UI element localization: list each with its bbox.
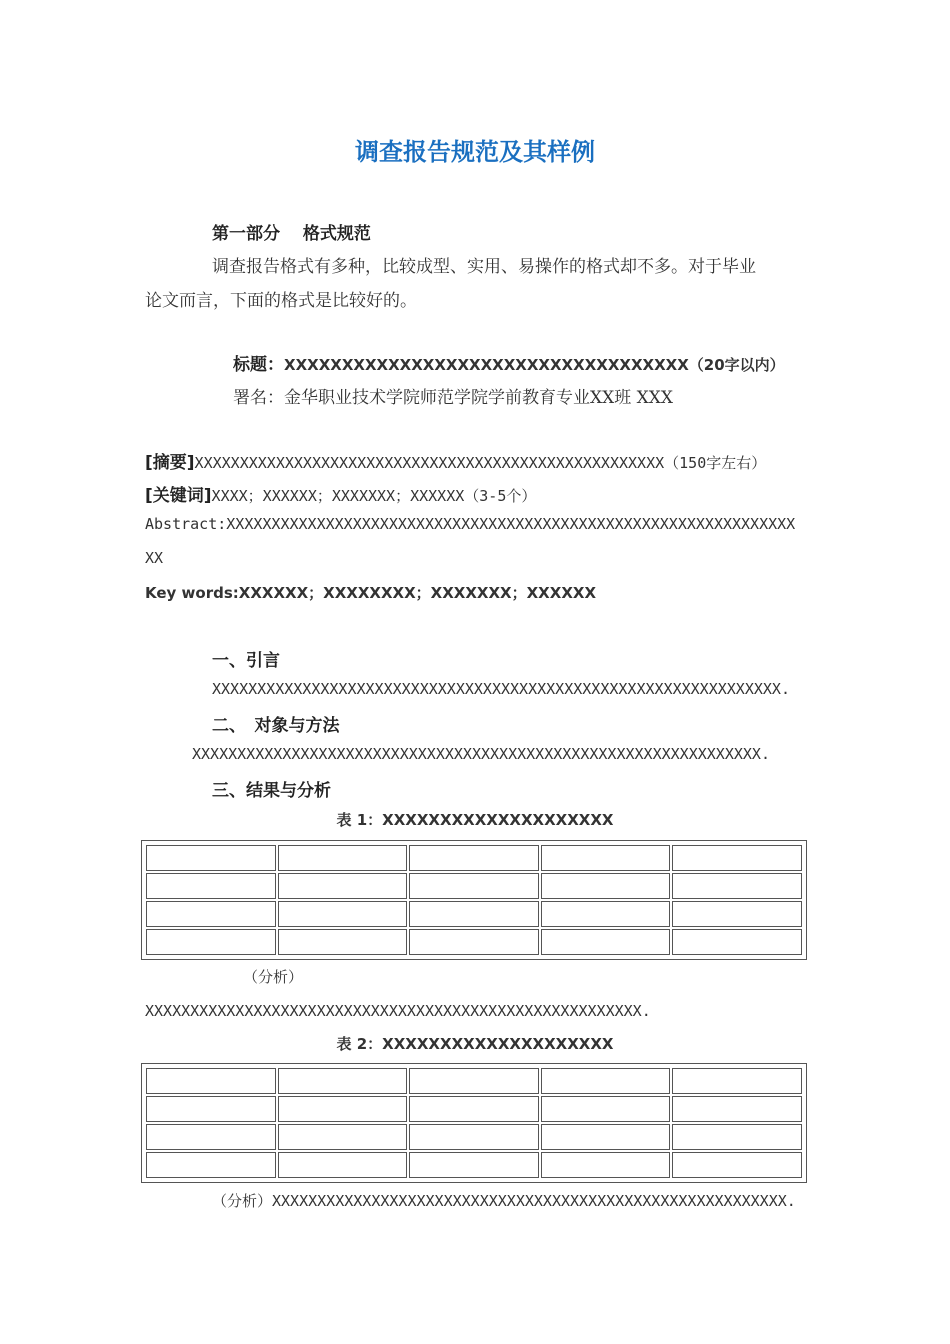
abstract-cn bbox=[145, 448, 766, 473]
table-1 bbox=[141, 840, 807, 960]
table-cell bbox=[409, 929, 539, 955]
table-row bbox=[146, 1124, 802, 1150]
table-cell bbox=[146, 929, 276, 955]
heading-value: XXXXXXXXXXXXXXXXXXXXXXXXXXXXXXXXXXX（20字以内） bbox=[284, 356, 785, 374]
table-cell bbox=[409, 873, 539, 899]
table-cell bbox=[278, 1068, 408, 1094]
document-title: 调查报告规范及其样例 bbox=[355, 138, 595, 166]
abstract-cn-label: [摘要] bbox=[145, 453, 195, 473]
table-cell bbox=[146, 1096, 276, 1122]
table-row bbox=[146, 1152, 802, 1178]
section2-body: XXXXXXXXXXXXXXXXXXXXXXXXXXXXXXXXXXXXXXXXXXXXXXXXXXXXXXXXXXXXXXX. bbox=[192, 745, 770, 763]
heading-label: 标题： bbox=[233, 355, 284, 375]
section3-heading: 三、结果与分析 bbox=[212, 781, 331, 801]
table-cell bbox=[278, 1124, 408, 1150]
table-cell bbox=[146, 1068, 276, 1094]
table-cell bbox=[672, 929, 802, 955]
table-cell bbox=[278, 929, 408, 955]
table-cell bbox=[146, 1124, 276, 1150]
section1-body: XXXXXXXXXXXXXXXXXXXXXXXXXXXXXXXXXXXXXXXXXXXXXXXXXXXXXXXXXXXXXXX. bbox=[212, 680, 790, 698]
table2-caption bbox=[0, 1033, 950, 1054]
analysis1-body: XXXXXXXXXXXXXXXXXXXXXXXXXXXXXXXXXXXXXXXXXXXXXXXXXXXXXXX. bbox=[145, 1002, 651, 1020]
table-cell bbox=[409, 845, 539, 871]
table-cell bbox=[146, 845, 276, 871]
table-cell bbox=[409, 1068, 539, 1094]
keywords-cn-value: XXXX；XXXXXX；XXXXXXX；XXXXXX（3-5个） bbox=[211, 487, 537, 505]
analysis1-label: （分析） bbox=[243, 968, 304, 986]
table-cell bbox=[541, 1068, 671, 1094]
table1-caption bbox=[0, 809, 950, 830]
heading-template bbox=[233, 350, 785, 375]
table-cell bbox=[146, 1152, 276, 1178]
section2-heading: 二、 对象与方法 bbox=[212, 716, 340, 736]
table-row bbox=[146, 1068, 802, 1094]
table-cell bbox=[672, 1124, 802, 1150]
table-cell bbox=[541, 1124, 671, 1150]
table-cell bbox=[278, 1096, 408, 1122]
abstract-en-line-2: XX bbox=[145, 549, 164, 567]
table-cell bbox=[146, 901, 276, 927]
keywords-en: Key words:XXXXXX；XXXXXXXX；XXXXXXX；XXXXXX bbox=[145, 584, 597, 602]
table-row bbox=[146, 1096, 802, 1122]
table-cell bbox=[541, 929, 671, 955]
table-row bbox=[146, 929, 802, 955]
keywords-cn bbox=[145, 481, 536, 506]
table-row bbox=[146, 845, 802, 871]
table-cell bbox=[541, 845, 671, 871]
part1-heading: 第一部分 格式规范 bbox=[212, 224, 371, 244]
table-cell bbox=[409, 1124, 539, 1150]
table-cell bbox=[672, 1068, 802, 1094]
table-cell bbox=[541, 1096, 671, 1122]
table-cell bbox=[278, 901, 408, 927]
table-cell bbox=[541, 1152, 671, 1178]
table-cell bbox=[146, 873, 276, 899]
signature: 署名：金华职业技术学院师范学院学前教育专业XX班 XXX bbox=[233, 388, 673, 408]
intro-line-1: 调查报告格式有多种，比较成型、实用、易操作的格式却不多。对于毕业 bbox=[212, 257, 756, 277]
table1-caption-text: 表 1：XXXXXXXXXXXXXXXXXXXX bbox=[336, 811, 614, 829]
table-cell bbox=[672, 1152, 802, 1178]
table-cell bbox=[541, 901, 671, 927]
abstract-cn-value: XXXXXXXXXXXXXXXXXXXXXXXXXXXXXXXXXXXXXXXXXXXXXXXXXXXX（150字左右） bbox=[194, 454, 767, 472]
table-cell bbox=[278, 845, 408, 871]
analysis2: （分析）XXXXXXXXXXXXXXXXXXXXXXXXXXXXXXXXXXXXXXXXXXXXXXXXXXXXXXXXX. bbox=[212, 1192, 796, 1210]
table-row bbox=[146, 873, 802, 899]
table-cell bbox=[672, 845, 802, 871]
table-cell bbox=[672, 1096, 802, 1122]
table-cell bbox=[278, 1152, 408, 1178]
table-row bbox=[146, 901, 802, 927]
abstract-en-line-1: Abstract:XXXXXXXXXXXXXXXXXXXXXXXXXXXXXXXXXXXXXXXXXXXXXXXXXXXXXXXXXXXXXXX bbox=[145, 515, 796, 533]
table-cell bbox=[541, 873, 671, 899]
section1-heading: 一、引言 bbox=[212, 651, 280, 671]
table-cell bbox=[409, 1152, 539, 1178]
table-2 bbox=[141, 1063, 807, 1183]
keywords-cn-label: [关键词] bbox=[145, 486, 212, 506]
table-cell bbox=[409, 1096, 539, 1122]
table-cell bbox=[409, 901, 539, 927]
table-cell bbox=[278, 873, 408, 899]
table-cell bbox=[672, 873, 802, 899]
intro-line-2: 论文而言，下面的格式是比较好的。 bbox=[145, 291, 417, 311]
table2-caption-text: 表 2：XXXXXXXXXXXXXXXXXXXX bbox=[336, 1035, 614, 1053]
table-cell bbox=[672, 901, 802, 927]
